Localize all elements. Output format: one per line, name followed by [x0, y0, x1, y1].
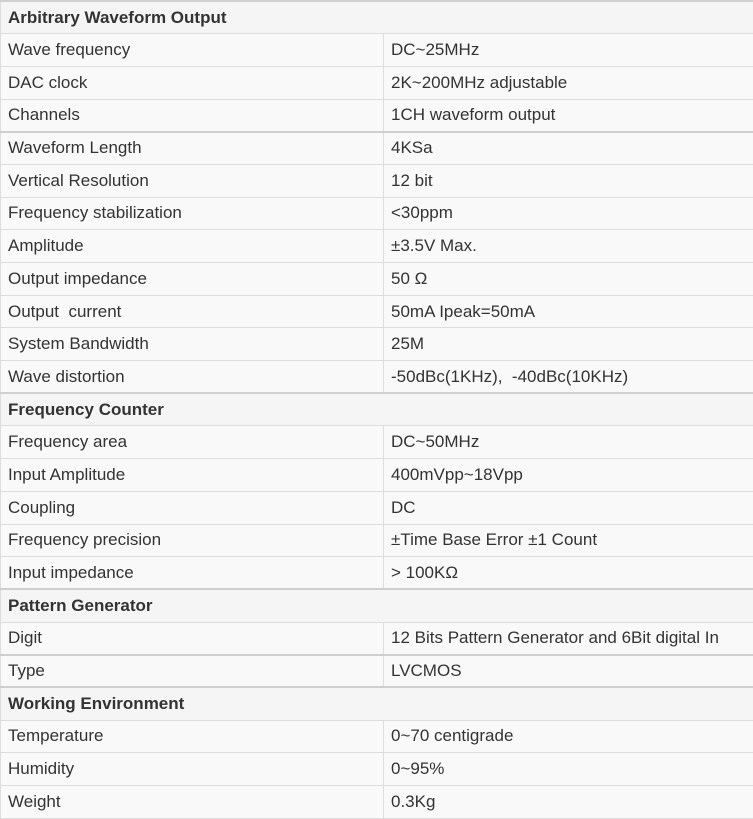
section-row-pattern-generator: [1, 589, 753, 622]
spec-value: 50 Ω: [384, 263, 753, 296]
spec-value: 1CH waveform output: [384, 99, 753, 132]
spec-value: DC~25MHz: [384, 34, 753, 67]
spec-label: Temperature: [1, 720, 384, 753]
spec-label: Digit: [1, 622, 384, 655]
spec-value: 4KSa: [384, 132, 753, 165]
table-row: [1, 524, 753, 557]
spec-label: Output impedance: [1, 263, 384, 296]
spec-value: 12 bit: [384, 164, 753, 197]
spec-table-body: [1, 1, 753, 818]
table-row: [1, 295, 753, 328]
spec-label: System Bandwidth: [1, 328, 384, 361]
spec-value: 2K~200MHz adjustable: [384, 66, 753, 99]
table-row: [1, 99, 753, 132]
table-row: [1, 66, 753, 99]
spec-label: Type: [1, 655, 384, 688]
spec-label: Channels: [1, 99, 384, 132]
spec-value: 0~95%: [384, 753, 753, 786]
spec-value: 0~70 centigrade: [384, 720, 753, 753]
spec-value: DC~50MHz: [384, 426, 753, 459]
table-row: [1, 197, 753, 230]
section-row-working-environment: [1, 687, 753, 720]
table-row: [1, 786, 753, 819]
table-row: [1, 132, 753, 165]
table-row: [1, 328, 753, 361]
section-title: Frequency Counter: [1, 393, 753, 426]
spec-value: LVCMOS: [384, 655, 753, 688]
spec-value: 50mA Ipeak=50mA: [384, 295, 753, 328]
spec-label: Frequency stabilization: [1, 197, 384, 230]
spec-value: 0.3Kg: [384, 786, 753, 819]
table-row: [1, 230, 753, 263]
spec-label: Weight: [1, 786, 384, 819]
spec-value: 12 Bits Pattern Generator and 6Bit digital In: [384, 622, 753, 655]
spec-label: Wave frequency: [1, 34, 384, 67]
spec-label: Coupling: [1, 491, 384, 524]
spec-value: 400mVpp~18Vpp: [384, 459, 753, 492]
section-row-arbitrary-waveform-output: [1, 1, 753, 34]
spec-value: -50dBc(1KHz), -40dBc(10KHz): [384, 361, 753, 394]
table-row: [1, 426, 753, 459]
spec-value: <30ppm: [384, 197, 753, 230]
spec-value: ±Time Base Error ±1 Count: [384, 524, 753, 557]
table-row: [1, 557, 753, 590]
spec-label: DAC clock: [1, 66, 384, 99]
table-row: [1, 361, 753, 394]
table-row: [1, 622, 753, 655]
spec-label: Amplitude: [1, 230, 384, 263]
spec-label: Wave distortion: [1, 361, 384, 394]
spec-label: Input impedance: [1, 557, 384, 590]
spec-value: ±3.5V Max.: [384, 230, 753, 263]
spec-value: 25M: [384, 328, 753, 361]
table-row: [1, 34, 753, 67]
spec-value: DC: [384, 491, 753, 524]
section-row-frequency-counter: [1, 393, 753, 426]
spec-label: Output current: [1, 295, 384, 328]
table-row: [1, 263, 753, 296]
spec-label: Humidity: [1, 753, 384, 786]
table-row: [1, 491, 753, 524]
table-row: [1, 459, 753, 492]
section-title: Working Environment: [1, 687, 753, 720]
table-row: [1, 164, 753, 197]
table-row: [1, 720, 753, 753]
table-row: [1, 655, 753, 688]
spec-value: > 100KΩ: [384, 557, 753, 590]
spec-label: Frequency precision: [1, 524, 384, 557]
section-title: Pattern Generator: [1, 589, 753, 622]
table-row: [1, 753, 753, 786]
section-title: Arbitrary Waveform Output: [1, 1, 753, 34]
spec-label: Waveform Length: [1, 132, 384, 165]
spec-label: Input Amplitude: [1, 459, 384, 492]
spec-label: Vertical Resolution: [1, 164, 384, 197]
spec-label: Frequency area: [1, 426, 384, 459]
